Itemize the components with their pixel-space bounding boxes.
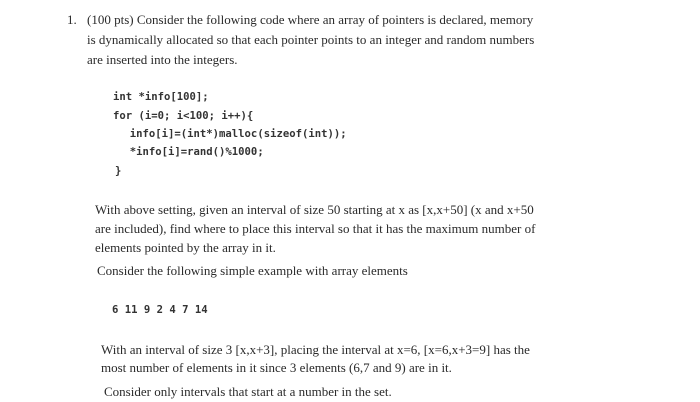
example-line-1: With an interval of size 3 [x,x+3], placing the interval at x=6, [x=6,x+3=9] has the	[101, 342, 530, 357]
intro-line-3: are inserted into the integers.	[87, 52, 238, 67]
code-line-2: for (i=0; i<100; i++){	[113, 110, 254, 122]
code-line-3: info[i]=(int*)malloc(sizeof(int));	[117, 128, 347, 140]
intro-line-2: is dynamically allocated so that each pointer points to an integer and random numbers	[87, 32, 535, 47]
code-line-1: int *info[100];	[113, 91, 209, 103]
example-elements: 6 11 9 2 4 7 14	[112, 304, 208, 316]
task-line-1: With above setting, given an interval of size 50 starting at x as [x,x+50] (x and x+50	[95, 202, 534, 217]
example-line-2: most number of elements in it since 3 elements (6,7 and 9) are in it.	[101, 360, 452, 375]
task-line-2: are included), find where to place this interval so that it has the maximum number of	[95, 221, 536, 236]
intro-line-1: (100 pts) Consider the following code where an array of pointers is declared, memory	[87, 12, 534, 27]
question-number: 1.	[67, 12, 77, 27]
code-line-5: }	[115, 165, 122, 177]
code-line-4: *info[i]=rand()%1000;	[117, 146, 264, 158]
task-line-3: elements pointed by the array in it.	[95, 240, 276, 255]
constraint-text: Consider only intervals that start at a number in the set.	[104, 384, 392, 399]
example-intro: Consider the following simple example with array elements	[97, 263, 408, 278]
